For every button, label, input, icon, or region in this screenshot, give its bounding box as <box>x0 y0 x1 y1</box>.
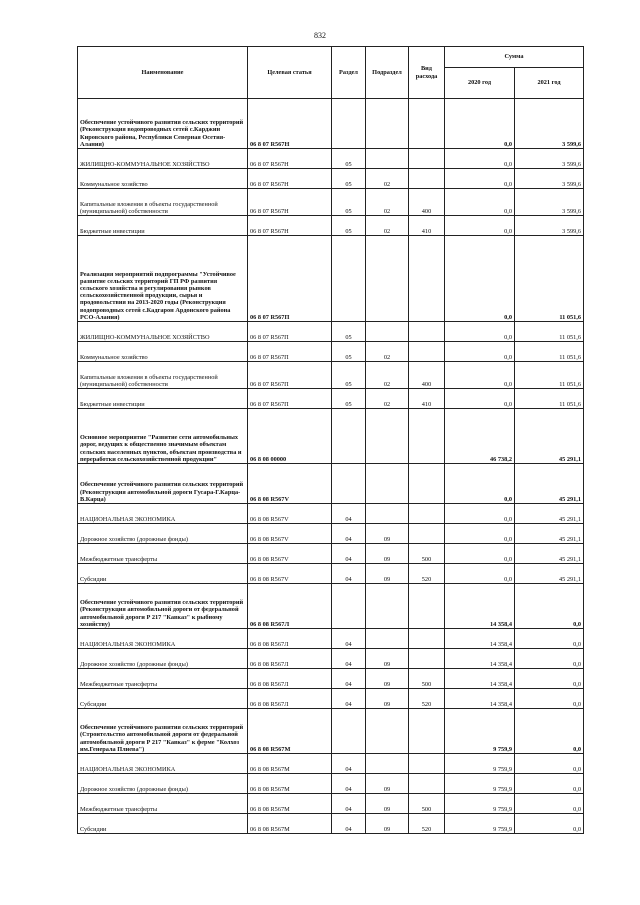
row-section: 04 <box>332 689 366 709</box>
row-sum-2020: 0,0 <box>445 362 515 389</box>
row-sum-2020: 0,0 <box>445 342 515 362</box>
row-expense-type <box>409 342 445 362</box>
row-target-code: 06 8 07 R567Н <box>248 149 332 169</box>
row-expense-type <box>409 99 445 149</box>
table-row <box>78 169 584 189</box>
table-row <box>78 774 584 794</box>
row-subsection <box>366 236 409 322</box>
row-subsection: 09 <box>366 794 409 814</box>
row-name: Коммунальное хозяйство <box>78 169 248 189</box>
row-expense-type: 520 <box>409 564 445 584</box>
table-row <box>78 504 584 524</box>
row-target-code: 06 8 07 R567Н <box>248 189 332 216</box>
row-sum-2021: 45 291,1 <box>515 504 584 524</box>
budget-table <box>77 46 584 834</box>
row-section <box>332 584 366 629</box>
row-name: Межбюджетные трансферты <box>78 669 248 689</box>
row-expense-type: 500 <box>409 544 445 564</box>
table-row <box>78 362 584 389</box>
row-section: 04 <box>332 669 366 689</box>
row-subsection <box>366 709 409 754</box>
table-row <box>78 189 584 216</box>
row-subsection <box>366 464 409 504</box>
column-header-2020: 2020 год <box>445 68 515 99</box>
row-name: Основное мероприятие "Развитие сети автомобильных дорог, ведущих к общественно значимым объектам сельских населенных пунктов, объектам производства и переработки сельскохозяйственной продукции" <box>78 409 248 464</box>
row-sum-2020: 0,0 <box>445 564 515 584</box>
row-target-code: 06 8 08 R567М <box>248 814 332 834</box>
row-section <box>332 99 366 149</box>
row-sum-2020: 9 759,9 <box>445 794 515 814</box>
row-name: Бюджетные инвестиции <box>78 216 248 236</box>
column-header-section: Раздел <box>332 47 366 99</box>
row-sum-2021: 0,0 <box>515 794 584 814</box>
row-expense-type <box>409 149 445 169</box>
row-subsection: 02 <box>366 169 409 189</box>
row-subsection <box>366 754 409 774</box>
row-section: 05 <box>332 322 366 342</box>
row-target-code: 06 8 07 R567П <box>248 389 332 409</box>
row-sum-2021: 0,0 <box>515 649 584 669</box>
row-target-code: 06 8 07 R567П <box>248 342 332 362</box>
row-section <box>332 409 366 464</box>
row-expense-type <box>409 584 445 629</box>
row-target-code: 06 8 08 R567Л <box>248 689 332 709</box>
row-section <box>332 709 366 754</box>
row-sum-2021: 0,0 <box>515 584 584 629</box>
row-sum-2021: 45 291,1 <box>515 564 584 584</box>
row-sum-2021: 11 051,6 <box>515 342 584 362</box>
row-section: 04 <box>332 544 366 564</box>
table-row <box>78 342 584 362</box>
row-subsection: 09 <box>366 814 409 834</box>
row-sum-2021: 0,0 <box>515 689 584 709</box>
row-sum-2021: 0,0 <box>515 629 584 649</box>
row-expense-type <box>409 504 445 524</box>
row-target-code: 06 8 08 R567Л <box>248 669 332 689</box>
row-sum-2020: 9 759,9 <box>445 774 515 794</box>
row-section: 04 <box>332 754 366 774</box>
row-section: 04 <box>332 629 366 649</box>
row-sum-2021: 0,0 <box>515 814 584 834</box>
row-target-code: 06 8 07 R567П <box>248 322 332 342</box>
row-subsection: 02 <box>366 389 409 409</box>
row-name: Субсидии <box>78 689 248 709</box>
table-row <box>78 794 584 814</box>
row-expense-type <box>409 169 445 189</box>
row-expense-type <box>409 524 445 544</box>
row-target-code: 06 8 07 R567Н <box>248 99 332 149</box>
row-expense-type <box>409 464 445 504</box>
table-row <box>78 389 584 409</box>
row-sum-2021: 11 051,6 <box>515 322 584 342</box>
row-target-code: 06 8 08 R567V <box>248 524 332 544</box>
row-sum-2021: 11 051,6 <box>515 236 584 322</box>
row-expense-type: 400 <box>409 362 445 389</box>
row-sum-2021: 3 599,6 <box>515 169 584 189</box>
row-sum-2020: 14 358,4 <box>445 689 515 709</box>
table-row <box>78 564 584 584</box>
row-sum-2021: 0,0 <box>515 754 584 774</box>
row-name: НАЦИОНАЛЬНАЯ ЭКОНОМИКА <box>78 629 248 649</box>
row-subsection: 09 <box>366 774 409 794</box>
row-subsection: 09 <box>366 564 409 584</box>
row-target-code: 06 8 08 R567М <box>248 794 332 814</box>
table-row <box>78 216 584 236</box>
row-subsection: 09 <box>366 689 409 709</box>
row-section: 05 <box>332 342 366 362</box>
row-name: ЖИЛИЩНО-КОММУНАЛЬНОЕ ХОЗЯЙСТВО <box>78 322 248 342</box>
row-name: Капитальные вложения в объекты государственной (муниципальной) собственности <box>78 189 248 216</box>
row-name: Субсидии <box>78 564 248 584</box>
row-section: 04 <box>332 774 366 794</box>
table-row <box>78 99 584 149</box>
row-subsection: 09 <box>366 544 409 564</box>
row-target-code: 06 8 08 00000 <box>248 409 332 464</box>
row-expense-type: 410 <box>409 216 445 236</box>
column-header-2021: 2021 год <box>515 68 584 99</box>
row-expense-type: 520 <box>409 689 445 709</box>
row-target-code: 06 8 08 R567Л <box>248 649 332 669</box>
table-row <box>78 236 584 322</box>
row-expense-type: 520 <box>409 814 445 834</box>
row-target-code: 06 8 07 R567Н <box>248 169 332 189</box>
row-subsection <box>366 149 409 169</box>
table-row <box>78 649 584 669</box>
row-expense-type: 400 <box>409 189 445 216</box>
row-sum-2021: 0,0 <box>515 709 584 754</box>
row-section: 04 <box>332 564 366 584</box>
row-name: Коммунальное хозяйство <box>78 342 248 362</box>
column-header-code: Целевая статья <box>248 47 332 99</box>
row-section: 04 <box>332 649 366 669</box>
row-subsection <box>366 99 409 149</box>
row-expense-type: 500 <box>409 669 445 689</box>
row-sum-2021: 45 291,1 <box>515 464 584 504</box>
row-sum-2020: 0,0 <box>445 236 515 322</box>
row-target-code: 06 8 08 R567Л <box>248 584 332 629</box>
table-row <box>78 754 584 774</box>
row-section: 04 <box>332 814 366 834</box>
row-subsection <box>366 409 409 464</box>
row-subsection: 09 <box>366 649 409 669</box>
row-name: Межбюджетные трансферты <box>78 544 248 564</box>
row-name: НАЦИОНАЛЬНАЯ ЭКОНОМИКА <box>78 754 248 774</box>
row-target-code: 06 8 08 R567V <box>248 504 332 524</box>
row-name: Бюджетные инвестиции <box>78 389 248 409</box>
row-expense-type <box>409 236 445 322</box>
row-sum-2020: 0,0 <box>445 169 515 189</box>
row-sum-2020: 0,0 <box>445 524 515 544</box>
row-sum-2021: 11 051,6 <box>515 389 584 409</box>
row-sum-2021: 3 599,6 <box>515 216 584 236</box>
row-sum-2021: 0,0 <box>515 669 584 689</box>
row-name: Межбюджетные трансферты <box>78 794 248 814</box>
table-row <box>78 584 584 629</box>
table-row <box>78 409 584 464</box>
row-sum-2021: 3 599,6 <box>515 99 584 149</box>
row-subsection <box>366 504 409 524</box>
row-expense-type: 410 <box>409 389 445 409</box>
table-row <box>78 629 584 649</box>
column-header-subsection: Подраздел <box>366 47 409 99</box>
row-name: Обеспечение устойчивого развития сельских территорий (Реконструкция водопроводных сетей с.Карджин Кировского района, Республики Северная Осетия-Алания) <box>78 99 248 149</box>
row-sum-2020: 0,0 <box>445 544 515 564</box>
table-row <box>78 814 584 834</box>
row-sum-2020: 0,0 <box>445 464 515 504</box>
row-name: Дорожное хозяйство (дорожные фонды) <box>78 774 248 794</box>
table-row <box>78 709 584 754</box>
row-name: Обеспечение устойчивого развития сельских территорий (Строительство автомобильной дороги от федеральной автомобильной дороги Р 217 "Кавказ" к ферме "Колхоз им.Генерала Плиева") <box>78 709 248 754</box>
row-sum-2021: 45 291,1 <box>515 409 584 464</box>
row-sum-2021: 3 599,6 <box>515 149 584 169</box>
row-subsection <box>366 584 409 629</box>
row-section <box>332 236 366 322</box>
row-sum-2020: 0,0 <box>445 99 515 149</box>
row-target-code: 06 8 08 R567V <box>248 464 332 504</box>
row-sum-2020: 0,0 <box>445 322 515 342</box>
row-target-code: 06 8 08 R567V <box>248 564 332 584</box>
row-expense-type <box>409 754 445 774</box>
row-sum-2020: 0,0 <box>445 189 515 216</box>
row-sum-2020: 46 738,2 <box>445 409 515 464</box>
table-row <box>78 669 584 689</box>
row-target-code: 06 8 07 R567П <box>248 236 332 322</box>
row-sum-2021: 11 051,6 <box>515 362 584 389</box>
row-expense-type <box>409 709 445 754</box>
row-subsection <box>366 322 409 342</box>
row-target-code: 06 8 08 R567М <box>248 709 332 754</box>
row-sum-2021: 3 599,6 <box>515 189 584 216</box>
row-name: Дорожное хозяйство (дорожные фонды) <box>78 524 248 544</box>
row-sum-2020: 14 358,4 <box>445 584 515 629</box>
page-number: 832 <box>314 31 326 40</box>
row-target-code: 06 8 07 R567П <box>248 362 332 389</box>
row-name: Дорожное хозяйство (дорожные фонды) <box>78 649 248 669</box>
column-header-sum: Сумма <box>445 47 584 68</box>
row-expense-type <box>409 322 445 342</box>
row-name: Обеспечение устойчивого развития сельских территорий (Реконструкция автомобильной дороги Гусара-Г.Карца-В.Карца) <box>78 464 248 504</box>
row-sum-2020: 9 759,9 <box>445 814 515 834</box>
row-section: 05 <box>332 362 366 389</box>
row-section: 04 <box>332 504 366 524</box>
row-sum-2020: 14 358,4 <box>445 629 515 649</box>
row-subsection <box>366 629 409 649</box>
row-expense-type <box>409 409 445 464</box>
row-sum-2020: 0,0 <box>445 216 515 236</box>
row-expense-type: 500 <box>409 794 445 814</box>
row-sum-2020: 14 358,4 <box>445 669 515 689</box>
table-body <box>78 99 584 834</box>
row-sum-2021: 45 291,1 <box>515 524 584 544</box>
row-name: Субсидии <box>78 814 248 834</box>
row-expense-type <box>409 649 445 669</box>
row-subsection: 02 <box>366 342 409 362</box>
row-name: ЖИЛИЩНО-КОММУНАЛЬНОЕ ХОЗЯЙСТВО <box>78 149 248 169</box>
table-row <box>78 689 584 709</box>
row-name: Обеспечение устойчивого развития сельских территорий (Реконструкция автомобильной дороги от федеральной автомобильной дороги Р 217 "Кавказ" к рыбному хозяйству) <box>78 584 248 629</box>
table-row <box>78 524 584 544</box>
row-name: Реализация мероприятий подпрограммы "Устойчивое развитие сельских территорий ГП РФ развития сельского хозяйства и регулирования рынков сельскохозяйственной продукции, сырья и продовольствия на 2013-2020 годы (Реконструкция водопроводных сетей с.Кадгарон Ардонского района РСО-Алания) <box>78 236 248 322</box>
row-section: 05 <box>332 189 366 216</box>
row-name: Капитальные вложения в объекты государственной (муниципальной) собственности <box>78 362 248 389</box>
row-target-code: 06 8 08 R567М <box>248 774 332 794</box>
row-target-code: 06 8 08 R567Л <box>248 629 332 649</box>
table-row <box>78 149 584 169</box>
column-header-expense-type: Вид расхода <box>409 47 445 99</box>
row-subsection: 02 <box>366 216 409 236</box>
row-section: 05 <box>332 389 366 409</box>
row-sum-2020: 9 759,9 <box>445 709 515 754</box>
table-row <box>78 544 584 564</box>
row-subsection: 02 <box>366 189 409 216</box>
row-subsection: 09 <box>366 669 409 689</box>
table-row <box>78 464 584 504</box>
row-target-code: 06 8 08 R567М <box>248 754 332 774</box>
row-sum-2020: 0,0 <box>445 504 515 524</box>
row-expense-type <box>409 629 445 649</box>
row-section: 05 <box>332 149 366 169</box>
row-section: 04 <box>332 524 366 544</box>
row-subsection: 09 <box>366 524 409 544</box>
row-target-code: 06 8 07 R567Н <box>248 216 332 236</box>
row-target-code: 06 8 08 R567V <box>248 544 332 564</box>
row-sum-2021: 45 291,1 <box>515 544 584 564</box>
row-section <box>332 464 366 504</box>
column-header-name: Наименование <box>78 47 248 99</box>
row-expense-type <box>409 774 445 794</box>
row-sum-2020: 14 358,4 <box>445 649 515 669</box>
row-name: НАЦИОНАЛЬНАЯ ЭКОНОМИКА <box>78 504 248 524</box>
row-subsection: 02 <box>366 362 409 389</box>
row-section: 05 <box>332 216 366 236</box>
row-section: 04 <box>332 794 366 814</box>
row-sum-2020: 9 759,9 <box>445 754 515 774</box>
row-sum-2020: 0,0 <box>445 389 515 409</box>
row-sum-2020: 0,0 <box>445 149 515 169</box>
table-header-row <box>78 47 584 68</box>
row-section: 05 <box>332 169 366 189</box>
table-row <box>78 322 584 342</box>
row-sum-2021: 0,0 <box>515 774 584 794</box>
